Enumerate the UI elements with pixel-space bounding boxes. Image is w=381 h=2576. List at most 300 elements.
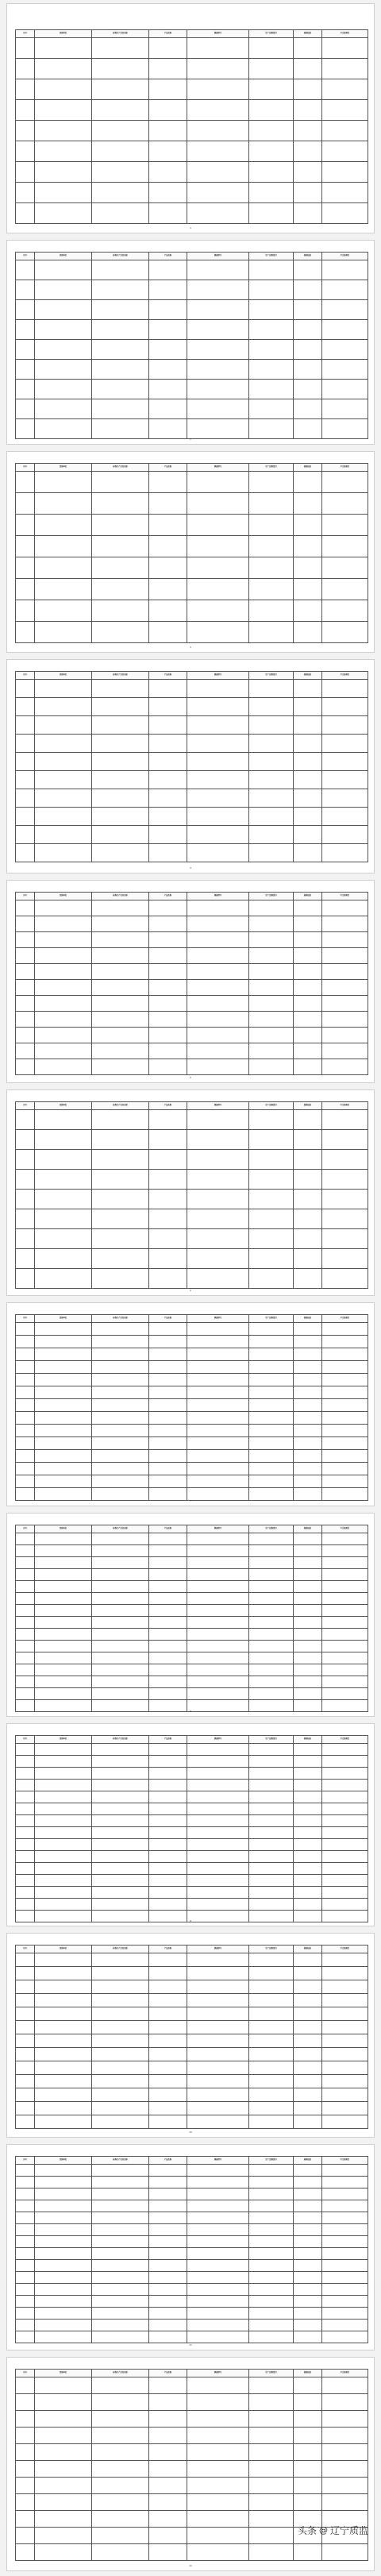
table-row bbox=[16, 1249, 368, 1269]
table-row bbox=[16, 826, 368, 844]
table-cell bbox=[187, 2308, 249, 2320]
table-cell bbox=[249, 844, 294, 862]
table-cell bbox=[92, 1899, 149, 1911]
results-table bbox=[15, 1314, 368, 1501]
column-header: 受检单位 bbox=[35, 464, 92, 472]
table-cell bbox=[16, 1130, 35, 1150]
table-cell bbox=[187, 280, 249, 300]
table-cell bbox=[149, 1130, 187, 1150]
column-header: 受检单位 bbox=[35, 1525, 92, 1533]
table-row bbox=[16, 1425, 368, 1437]
table-cell bbox=[294, 2444, 322, 2461]
table-row bbox=[16, 260, 368, 280]
table-cell bbox=[35, 1386, 92, 1399]
table-row bbox=[16, 2272, 368, 2284]
table-cell bbox=[187, 1641, 249, 1652]
table-row bbox=[16, 1209, 368, 1229]
table-cell bbox=[187, 1361, 249, 1374]
table-cell bbox=[35, 1110, 92, 1130]
column-header: 规格型号 bbox=[187, 2157, 249, 2165]
table-cell bbox=[322, 380, 368, 399]
table-cell bbox=[149, 38, 187, 59]
table-cell bbox=[187, 1348, 249, 1361]
table-cell bbox=[149, 1336, 187, 1348]
table-cell bbox=[294, 948, 322, 964]
table-cell bbox=[322, 2461, 368, 2478]
table-cell bbox=[35, 932, 92, 948]
table-cell bbox=[322, 716, 368, 735]
table-cell bbox=[294, 916, 322, 932]
table-cell bbox=[35, 2048, 92, 2061]
table-cell bbox=[16, 2320, 35, 2331]
table-cell bbox=[249, 1269, 294, 1289]
table-cell bbox=[35, 1545, 92, 1557]
table-row bbox=[16, 1269, 368, 1289]
table-cell bbox=[35, 121, 92, 141]
column-header: 序号 bbox=[16, 893, 35, 900]
table-cell bbox=[35, 1170, 92, 1190]
table-cell bbox=[92, 1875, 149, 1887]
table-cell bbox=[35, 280, 92, 300]
document-page bbox=[6, 2357, 375, 2571]
table-cell bbox=[149, 1953, 187, 1967]
table-cell bbox=[294, 716, 322, 735]
table-cell bbox=[294, 753, 322, 771]
table-cell bbox=[92, 2048, 149, 2061]
results-table bbox=[15, 252, 368, 439]
table-cell bbox=[92, 735, 149, 753]
table-cell bbox=[35, 1229, 92, 1249]
table-cell bbox=[322, 2260, 368, 2272]
table-cell bbox=[249, 826, 294, 844]
table-cell bbox=[249, 2034, 294, 2048]
table-cell bbox=[187, 1028, 249, 1043]
table-cell bbox=[149, 2034, 187, 2048]
table-row bbox=[16, 1361, 368, 1374]
table-cell bbox=[16, 1425, 35, 1437]
table-cell bbox=[149, 2320, 187, 2331]
table-cell bbox=[149, 844, 187, 862]
table-cell bbox=[35, 2272, 92, 2284]
table-cell bbox=[322, 1688, 368, 1700]
table-cell bbox=[149, 1399, 187, 1412]
table-cell bbox=[249, 932, 294, 948]
table-cell bbox=[187, 789, 249, 808]
table-cell bbox=[149, 2528, 187, 2544]
table-cell bbox=[149, 2284, 187, 2296]
column-header: 受检单位 bbox=[35, 253, 92, 260]
table-row bbox=[16, 1475, 368, 1488]
column-header: 受检单位 bbox=[35, 2157, 92, 2165]
table-cell bbox=[35, 1012, 92, 1028]
table-cell bbox=[92, 932, 149, 948]
table-cell bbox=[92, 1967, 149, 1980]
table-cell bbox=[187, 1839, 249, 1851]
table-cell bbox=[294, 996, 322, 1012]
table-cell bbox=[187, 1569, 249, 1581]
table-cell bbox=[322, 2308, 368, 2320]
table-cell bbox=[149, 2411, 187, 2428]
table-cell bbox=[187, 1412, 249, 1425]
table-cell bbox=[322, 996, 368, 1012]
table-row bbox=[16, 2236, 368, 2248]
table-cell bbox=[322, 59, 368, 79]
table-cell bbox=[35, 1130, 92, 1150]
table-cell bbox=[92, 1688, 149, 1700]
table-row bbox=[16, 2478, 368, 2494]
table-cell bbox=[35, 399, 92, 419]
table-cell bbox=[149, 121, 187, 141]
table-cell bbox=[249, 1791, 294, 1803]
table-cell bbox=[322, 2007, 368, 2021]
table-header-row bbox=[16, 893, 368, 900]
table-cell bbox=[249, 1190, 294, 1209]
table-row bbox=[16, 1652, 368, 1664]
table-cell bbox=[249, 1028, 294, 1043]
table-cell bbox=[249, 1994, 294, 2007]
table-cell bbox=[294, 1170, 322, 1190]
column-header: 标称生产企业名称 bbox=[92, 464, 149, 472]
table-cell bbox=[187, 2212, 249, 2224]
table-cell bbox=[187, 1581, 249, 1593]
table-cell bbox=[322, 183, 368, 203]
table-row bbox=[16, 1967, 368, 1980]
table-cell bbox=[16, 1533, 35, 1545]
table-cell bbox=[92, 1249, 149, 1269]
table-cell bbox=[149, 203, 187, 224]
table-cell bbox=[249, 320, 294, 340]
table-cell bbox=[294, 1851, 322, 1863]
table-cell bbox=[35, 59, 92, 79]
table-cell bbox=[322, 1533, 368, 1545]
table-cell bbox=[35, 1361, 92, 1374]
table-cell bbox=[16, 2248, 35, 2260]
table-row bbox=[16, 2260, 368, 2272]
table-cell bbox=[294, 260, 322, 280]
table-cell bbox=[149, 1475, 187, 1488]
table-cell bbox=[249, 1450, 294, 1463]
table-cell bbox=[16, 698, 35, 716]
table-cell bbox=[249, 1110, 294, 1130]
column-header: 生产日期/批号 bbox=[249, 2370, 294, 2377]
column-header: 序号 bbox=[16, 1525, 35, 1533]
table-cell bbox=[92, 1676, 149, 1688]
table-cell bbox=[187, 600, 249, 622]
table-cell bbox=[249, 1130, 294, 1150]
results-table bbox=[15, 1525, 368, 1712]
table-cell bbox=[322, 1617, 368, 1629]
table-cell bbox=[149, 980, 187, 996]
table-cell bbox=[294, 1756, 322, 1768]
table-cell bbox=[322, 932, 368, 948]
table-row bbox=[16, 1348, 368, 1361]
table-row bbox=[16, 2048, 368, 2061]
table-cell bbox=[92, 716, 149, 735]
table-cell bbox=[322, 1875, 368, 1887]
table-cell bbox=[294, 826, 322, 844]
table-cell bbox=[149, 1827, 187, 1839]
table-cell bbox=[249, 2177, 294, 2188]
table-cell bbox=[187, 844, 249, 862]
table-cell bbox=[149, 1028, 187, 1043]
table-cell bbox=[35, 2284, 92, 2296]
table-cell bbox=[322, 2411, 368, 2428]
column-header: 不合格项目 bbox=[322, 893, 368, 900]
table-row bbox=[16, 1899, 368, 1911]
table-cell bbox=[187, 753, 249, 771]
table-cell bbox=[249, 2248, 294, 2260]
table-cell bbox=[294, 1803, 322, 1815]
table-cell bbox=[294, 1374, 322, 1386]
table-cell bbox=[35, 2034, 92, 2048]
table-cell bbox=[16, 2377, 35, 2394]
table-cell bbox=[322, 916, 368, 932]
table-row bbox=[16, 2444, 368, 2461]
table-cell bbox=[322, 735, 368, 753]
column-header: 不合格项目 bbox=[322, 1736, 368, 1744]
table-cell bbox=[294, 1412, 322, 1425]
table-cell bbox=[16, 2188, 35, 2200]
table-cell bbox=[149, 2075, 187, 2088]
table-cell bbox=[322, 1059, 368, 1075]
table-cell bbox=[322, 1150, 368, 1170]
table-cell bbox=[187, 1386, 249, 1399]
table-cell bbox=[187, 2075, 249, 2088]
table-cell bbox=[249, 753, 294, 771]
table-cell bbox=[92, 2494, 149, 2511]
table-cell bbox=[322, 1815, 368, 1827]
table-row bbox=[16, 1110, 368, 1130]
column-header: 标称生产企业名称 bbox=[92, 2157, 149, 2165]
table-cell bbox=[35, 2061, 92, 2075]
table-cell bbox=[92, 1130, 149, 1150]
table-cell bbox=[35, 2236, 92, 2248]
table-cell bbox=[16, 2115, 35, 2129]
table-cell bbox=[149, 1348, 187, 1361]
table-cell bbox=[322, 100, 368, 121]
table-row bbox=[16, 1768, 368, 1780]
table-row bbox=[16, 1130, 368, 1150]
table-cell bbox=[92, 1450, 149, 1463]
table-row bbox=[16, 59, 368, 79]
column-header: 生产日期/批号 bbox=[249, 672, 294, 680]
table-cell bbox=[16, 79, 35, 100]
table-cell bbox=[16, 1744, 35, 1756]
table-cell bbox=[294, 932, 322, 948]
table-cell bbox=[16, 380, 35, 399]
table-cell bbox=[16, 2212, 35, 2224]
table-cell bbox=[92, 2308, 149, 2320]
table-cell bbox=[187, 2272, 249, 2284]
column-header: 不合格项目 bbox=[322, 1315, 368, 1323]
table-cell bbox=[249, 203, 294, 224]
table-cell bbox=[187, 900, 249, 916]
table-row bbox=[16, 2177, 368, 2188]
table-row bbox=[16, 1012, 368, 1028]
table-cell bbox=[294, 515, 322, 536]
table-cell bbox=[322, 472, 368, 493]
table-cell bbox=[249, 1664, 294, 1676]
table-cell bbox=[322, 2284, 368, 2296]
table-cell bbox=[187, 2007, 249, 2021]
table-cell bbox=[249, 1953, 294, 1967]
table-cell bbox=[294, 1617, 322, 1629]
table-cell bbox=[187, 2236, 249, 2248]
table-cell bbox=[149, 2165, 187, 2177]
table-cell bbox=[249, 1744, 294, 1756]
table-cell bbox=[249, 1412, 294, 1425]
table-cell bbox=[16, 1399, 35, 1412]
table-cell bbox=[249, 340, 294, 360]
table-cell bbox=[92, 162, 149, 183]
table-cell bbox=[187, 100, 249, 121]
table-cell bbox=[35, 1581, 92, 1593]
table-cell bbox=[249, 399, 294, 419]
table-cell bbox=[35, 1875, 92, 1887]
table-cell bbox=[35, 680, 92, 698]
table-cell bbox=[149, 2296, 187, 2308]
table-cell bbox=[16, 1827, 35, 1839]
table-cell bbox=[16, 964, 35, 980]
table-cell bbox=[92, 2331, 149, 2343]
table-cell bbox=[249, 2272, 294, 2284]
table-cell bbox=[35, 753, 92, 771]
table-cell bbox=[16, 2511, 35, 2528]
table-cell bbox=[322, 493, 368, 515]
table-cell bbox=[92, 2320, 149, 2331]
table-cell bbox=[187, 1815, 249, 1827]
table-cell bbox=[249, 1593, 294, 1605]
document-page bbox=[6, 2144, 375, 2350]
table-cell bbox=[149, 2048, 187, 2061]
table-cell bbox=[16, 1815, 35, 1827]
results-table bbox=[15, 1945, 368, 2129]
table-cell bbox=[35, 340, 92, 360]
table-cell bbox=[35, 826, 92, 844]
table-cell bbox=[149, 698, 187, 716]
table-cell bbox=[187, 735, 249, 753]
table-cell bbox=[35, 2394, 92, 2411]
table-cell bbox=[92, 203, 149, 224]
table-cell bbox=[92, 1994, 149, 2007]
table-cell bbox=[149, 2007, 187, 2021]
table-cell bbox=[92, 1803, 149, 1815]
column-header: 标称生产企业名称 bbox=[92, 1945, 149, 1953]
table-header-row bbox=[16, 1736, 368, 1744]
column-header: 序号 bbox=[16, 1945, 35, 1953]
table-cell bbox=[187, 1688, 249, 1700]
table-row bbox=[16, 844, 368, 862]
table-cell bbox=[322, 964, 368, 980]
table-cell bbox=[35, 2200, 92, 2212]
table-cell bbox=[294, 1815, 322, 1827]
table-cell bbox=[149, 1593, 187, 1605]
table-cell bbox=[149, 1110, 187, 1130]
table-cell bbox=[149, 2478, 187, 2494]
table-cell bbox=[16, 844, 35, 862]
column-header: 规格型号 bbox=[187, 1102, 249, 1110]
table-cell bbox=[35, 2212, 92, 2224]
table-cell bbox=[187, 557, 249, 579]
table-cell bbox=[322, 557, 368, 579]
table-cell bbox=[322, 1336, 368, 1348]
table-cell bbox=[322, 1791, 368, 1803]
table-cell bbox=[187, 1249, 249, 1269]
table-cell bbox=[35, 771, 92, 789]
table-cell bbox=[294, 1209, 322, 1229]
table-row bbox=[16, 1863, 368, 1875]
table-cell bbox=[16, 2394, 35, 2411]
table-row bbox=[16, 1851, 368, 1863]
table-cell bbox=[35, 1593, 92, 1605]
table-cell bbox=[16, 2177, 35, 2188]
table-cell bbox=[322, 980, 368, 996]
watermark-account: 辽宁质监 bbox=[329, 2525, 368, 2536]
column-header: 序号 bbox=[16, 672, 35, 680]
table-cell bbox=[149, 183, 187, 203]
table-cell bbox=[149, 2224, 187, 2236]
table-cell bbox=[187, 2394, 249, 2411]
table-cell bbox=[294, 1980, 322, 1994]
column-header: 生产日期/批号 bbox=[249, 893, 294, 900]
table-cell bbox=[249, 2284, 294, 2296]
table-cell bbox=[249, 948, 294, 964]
table-cell bbox=[294, 1399, 322, 1412]
table-cell bbox=[187, 399, 249, 419]
table-cell bbox=[294, 399, 322, 419]
table-cell bbox=[294, 472, 322, 493]
table-cell bbox=[322, 1557, 368, 1569]
table-cell bbox=[322, 2200, 368, 2212]
table-cell bbox=[187, 2200, 249, 2212]
table-row bbox=[16, 1150, 368, 1170]
column-header: 产品名称 bbox=[149, 1102, 187, 1110]
table-cell bbox=[92, 680, 149, 698]
table-cell bbox=[149, 900, 187, 916]
table-cell bbox=[149, 1994, 187, 2007]
table-cell bbox=[16, 162, 35, 183]
table-cell bbox=[294, 980, 322, 996]
table-cell bbox=[149, 1851, 187, 1863]
platform-watermark bbox=[298, 2524, 368, 2537]
table-row bbox=[16, 2331, 368, 2343]
table-cell bbox=[149, 79, 187, 100]
table-cell bbox=[322, 1664, 368, 1676]
table-cell bbox=[187, 1827, 249, 1839]
table-cell bbox=[16, 100, 35, 121]
table-cell bbox=[35, 1887, 92, 1899]
table-cell bbox=[35, 996, 92, 1012]
table-cell bbox=[149, 2212, 187, 2224]
table-row bbox=[16, 536, 368, 557]
table-cell bbox=[294, 1768, 322, 1780]
results-table bbox=[15, 892, 368, 1075]
table-cell bbox=[16, 1475, 35, 1488]
table-cell bbox=[249, 1676, 294, 1688]
table-cell bbox=[322, 1323, 368, 1336]
table-cell bbox=[294, 2236, 322, 2248]
table-cell bbox=[322, 1581, 368, 1593]
table-cell bbox=[35, 1851, 92, 1863]
table-cell bbox=[322, 1593, 368, 1605]
table-cell bbox=[92, 1851, 149, 1863]
table-row bbox=[16, 2165, 368, 2177]
table-cell bbox=[16, 38, 35, 59]
table-cell bbox=[149, 1557, 187, 1569]
table-cell bbox=[322, 680, 368, 698]
table-cell bbox=[16, 2461, 35, 2478]
table-cell bbox=[35, 141, 92, 162]
